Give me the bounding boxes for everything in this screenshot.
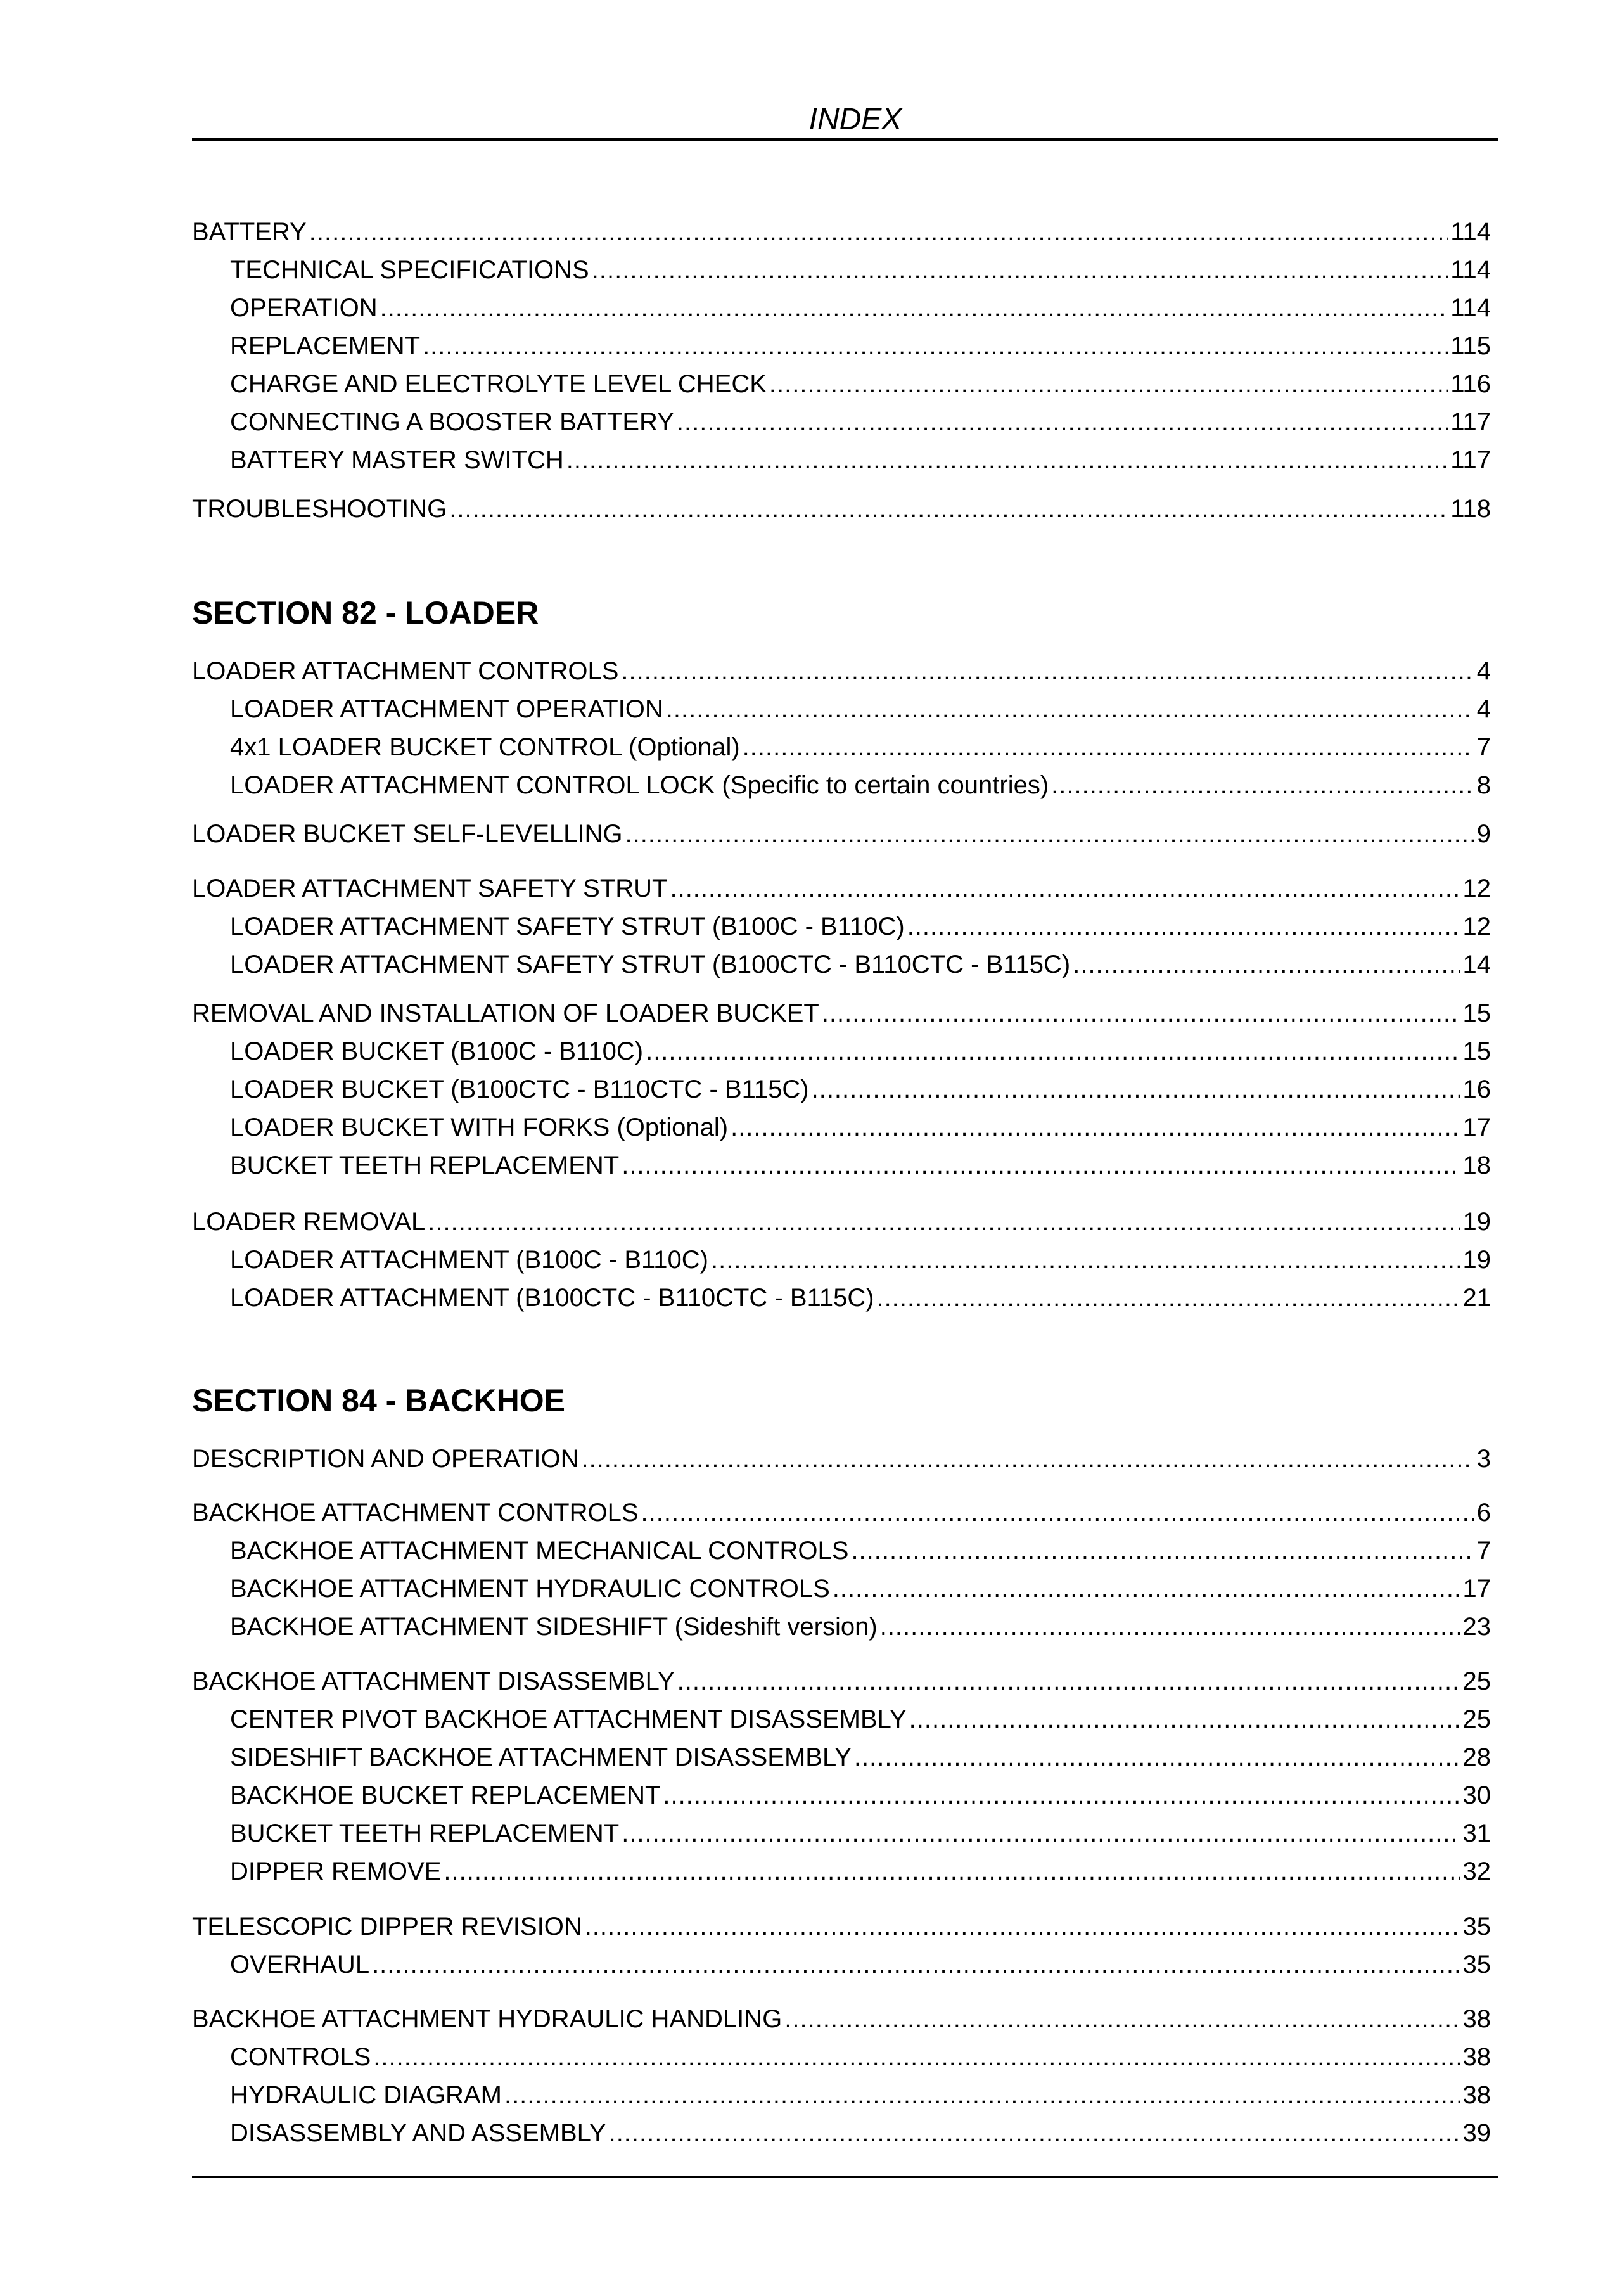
toc-leader: [444, 1856, 1460, 1887]
toc-entry-page: 117: [1450, 446, 1491, 474]
toc-entry[interactable]: [230, 1856, 1491, 1887]
toc-entry-page: 38: [1462, 2043, 1491, 2071]
toc-leader: [449, 494, 1448, 524]
toc-entry-title: LOADER ATTACHMENT SAFETY STRUT (B100CTC - B110CTC - B115C): [230, 951, 1071, 978]
toc-leader: [622, 1818, 1460, 1849]
toc-leader: [373, 2042, 1460, 2072]
toc-leader: [641, 1498, 1474, 1528]
toc-leader: [677, 407, 1448, 437]
toc-entry-title: BACKHOE ATTACHMENT DISASSEMBLY: [192, 1667, 675, 1695]
toc-leader: [1051, 770, 1474, 800]
toc-entry-page: 118: [1450, 495, 1491, 523]
toc-entry-page: 35: [1462, 1951, 1491, 1979]
toc-entry-title: LOADER ATTACHMENT (B100C - B110C): [230, 1246, 708, 1274]
toc-entry[interactable]: [192, 656, 1491, 686]
toc-entry-title: BACKHOE BUCKET REPLACEMENT: [230, 1781, 661, 1809]
toc-leader: [822, 998, 1460, 1029]
toc-leader: [309, 217, 1448, 247]
toc-entry[interactable]: [230, 1780, 1491, 1811]
toc-leader: [585, 1911, 1460, 1942]
toc-entry[interactable]: [230, 1818, 1491, 1849]
toc-entry-title: LOADER ATTACHMENT (B100CTC - B110CTC - B115C): [230, 1284, 874, 1312]
toc-leader: [880, 1612, 1460, 1642]
toc-entry-page: 4: [1476, 657, 1491, 685]
toc-entry-title: OVERHAUL: [230, 1951, 370, 1979]
toc-entry[interactable]: [230, 1036, 1491, 1067]
toc-entry-page: 28: [1462, 1743, 1491, 1771]
toc-entry-page: 21: [1462, 1284, 1491, 1312]
toc-entry[interactable]: [230, 2042, 1491, 2072]
toc-entry[interactable]: [192, 1911, 1491, 1942]
toc-entry[interactable]: [230, 770, 1491, 800]
toc-entry[interactable]: [192, 2004, 1491, 2034]
toc-entry-title: LOADER ATTACHMENT SAFETY STRUT (B100C - B110C): [230, 913, 905, 940]
toc-entry-title: LOADER BUCKET SELF-LEVELLING: [192, 820, 623, 848]
toc-leader: [833, 1574, 1460, 1604]
toc-leader: [380, 293, 1448, 323]
toc-leader: [677, 1666, 1460, 1696]
toc-entry-title: BATTERY MASTER SWITCH: [230, 446, 564, 474]
toc-entry[interactable]: [192, 1498, 1491, 1528]
toc-leader: [428, 1207, 1460, 1237]
toc-entry-title: BACKHOE ATTACHMENT CONTROLS: [192, 1499, 639, 1527]
toc-entry[interactable]: [230, 1612, 1491, 1642]
toc-entry-page: 117: [1450, 408, 1491, 436]
toc-entry-title: LOADER ATTACHMENT SAFETY STRUT: [192, 875, 668, 902]
toc-entry-page: 25: [1462, 1667, 1491, 1695]
toc-entry-title: OPERATION: [230, 294, 378, 322]
toc-entry-page: 25: [1462, 1705, 1491, 1733]
toc-leader: [769, 369, 1448, 399]
toc-entry[interactable]: [230, 445, 1491, 475]
toc-entry-title: BUCKET TEETH REPLACEMENT: [230, 1819, 620, 1847]
toc-leader: [625, 819, 1474, 849]
toc-leader: [743, 732, 1474, 762]
toc-entry-page: 23: [1462, 1613, 1491, 1641]
toc-entry[interactable]: [230, 331, 1491, 361]
toc-entry-page: 35: [1462, 1913, 1491, 1940]
toc-entry-page: 8: [1476, 771, 1491, 799]
toc-entry-title: LOADER ATTACHMENT CONTROL LOCK (Specific to certain countries): [230, 771, 1049, 799]
toc-entry[interactable]: [230, 1074, 1491, 1105]
toc-leader: [666, 694, 1474, 724]
toc-leader: [621, 656, 1474, 686]
toc-entry-page: 38: [1462, 2081, 1491, 2109]
toc-entry-title: REPLACEMENT: [230, 332, 421, 360]
toc-entry-page: 9: [1476, 820, 1491, 848]
section-heading: SECTION 84 - BACKHOE: [192, 1383, 565, 1418]
toc-leader: [622, 1150, 1460, 1181]
toc-leader: [851, 1536, 1474, 1566]
footer-divider: [192, 2176, 1498, 2178]
toc-entry-title: LOADER BUCKET WITH FORKS (Optional): [230, 1113, 729, 1141]
toc-leader: [854, 1742, 1460, 1773]
toc-leader: [1073, 949, 1460, 980]
toc-entry[interactable]: [192, 494, 1491, 524]
toc-entry-page: 30: [1462, 1781, 1491, 1809]
toc-entry-page: 7: [1476, 733, 1491, 761]
toc-entry-title: 4x1 LOADER BUCKET CONTROL (Optional): [230, 733, 740, 761]
toc-entry[interactable]: [192, 819, 1491, 849]
toc-entry[interactable]: [230, 1574, 1491, 1604]
toc-entry-page: 19: [1462, 1246, 1491, 1274]
toc-entry-title: BUCKET TEETH REPLACEMENT: [230, 1151, 620, 1179]
toc-entry[interactable]: [230, 369, 1491, 399]
toc-leader: [504, 2080, 1460, 2110]
toc-leader: [731, 1112, 1460, 1143]
toc-entry[interactable]: [230, 1245, 1491, 1275]
toc-leader: [646, 1036, 1460, 1067]
toc-entry-title: SIDESHIFT BACKHOE ATTACHMENT DISASSEMBLY: [230, 1743, 852, 1771]
toc-entry-page: 31: [1462, 1819, 1491, 1847]
toc-entry-title: DIPPER REMOVE: [230, 1857, 442, 1885]
toc-leader: [784, 2004, 1460, 2034]
toc-entry[interactable]: [192, 1207, 1491, 1237]
toc-entry-page: 114: [1450, 256, 1491, 284]
toc-leader: [592, 255, 1448, 285]
toc-entry[interactable]: [230, 1536, 1491, 1566]
page-title: INDEX: [808, 103, 902, 136]
toc-entry-title: HYDRAULIC DIAGRAM: [230, 2081, 502, 2109]
toc-entry-page: 17: [1462, 1113, 1491, 1141]
toc-entry[interactable]: [230, 2080, 1491, 2110]
toc-entry[interactable]: [230, 407, 1491, 437]
toc-entry-page: 116: [1450, 370, 1491, 398]
toc-entry-title: CHARGE AND ELECTROLYTE LEVEL CHECK: [230, 370, 767, 398]
toc-leader: [670, 873, 1460, 904]
header-divider: [192, 138, 1498, 141]
toc-entry[interactable]: [192, 873, 1491, 904]
toc-entry-title: REMOVAL AND INSTALLATION OF LOADER BUCKET: [192, 999, 819, 1027]
toc-entry-page: 15: [1462, 999, 1491, 1027]
toc-leader: [609, 2118, 1460, 2148]
toc-entry[interactable]: [230, 1283, 1491, 1313]
toc-entry-title: LOADER REMOVAL: [192, 1208, 426, 1236]
toc-entry[interactable]: [230, 255, 1491, 285]
toc-entry-page: 6: [1476, 1499, 1491, 1527]
toc-entry-title: CONNECTING A BOOSTER BATTERY: [230, 408, 674, 436]
toc-leader: [877, 1283, 1460, 1313]
toc-entry[interactable]: [192, 217, 1491, 247]
toc-entry[interactable]: [230, 1150, 1491, 1181]
toc-entry-title: BACKHOE ATTACHMENT SIDESHIFT (Sideshift version): [230, 1613, 878, 1641]
toc-entry-title: DESCRIPTION AND OPERATION: [192, 1445, 579, 1473]
toc-entry-page: 19: [1462, 1208, 1491, 1236]
toc-leader: [909, 1704, 1460, 1735]
toc-entry-page: 14: [1462, 951, 1491, 978]
toc-entry[interactable]: [192, 1444, 1491, 1474]
toc-entry-page: 3: [1476, 1445, 1491, 1473]
toc-entry-title: TECHNICAL SPECIFICATIONS: [230, 256, 589, 284]
toc-entry-page: 17: [1462, 1575, 1491, 1603]
section-heading: SECTION 82 - LOADER: [192, 595, 539, 631]
toc-entry[interactable]: [230, 293, 1491, 323]
toc-entry-page: 114: [1450, 218, 1491, 246]
toc-entry-title: BACKHOE ATTACHMENT HYDRAULIC HANDLING: [192, 2005, 782, 2033]
toc-entry-title: CENTER PIVOT BACKHOE ATTACHMENT DISASSEMBLY: [230, 1705, 907, 1733]
toc-entry[interactable]: [230, 1704, 1491, 1735]
toc-leader: [907, 911, 1460, 942]
toc-leader: [566, 445, 1448, 475]
toc-leader: [372, 1949, 1460, 1980]
toc-entry-title: CONTROLS: [230, 2043, 371, 2071]
toc-entry-title: LOADER BUCKET (B100C - B110C): [230, 1037, 644, 1065]
toc-leader: [423, 331, 1448, 361]
toc-entry-page: 7: [1476, 1537, 1491, 1565]
toc-entry-page: 15: [1462, 1037, 1491, 1065]
toc-entry[interactable]: [192, 1666, 1491, 1696]
toc-entry[interactable]: [230, 2118, 1491, 2148]
toc-leader: [581, 1444, 1474, 1474]
toc-leader: [663, 1780, 1460, 1811]
toc-entry[interactable]: [230, 732, 1491, 762]
toc-leader: [812, 1074, 1460, 1105]
toc-entry-title: LOADER ATTACHMENT OPERATION: [230, 695, 663, 723]
toc-entry[interactable]: [230, 1949, 1491, 1980]
toc-entry-page: 115: [1450, 332, 1491, 360]
toc-entry-page: 114: [1450, 294, 1491, 322]
toc-entry-page: 16: [1462, 1075, 1491, 1103]
toc-entry[interactable]: [230, 911, 1491, 942]
toc-entry-title: TROUBLESHOOTING: [192, 495, 447, 523]
toc-entry-title: BACKHOE ATTACHMENT HYDRAULIC CONTROLS: [230, 1575, 830, 1603]
toc-entry[interactable]: [230, 694, 1491, 724]
toc-entry-title: LOADER ATTACHMENT CONTROLS: [192, 657, 619, 685]
toc-entry[interactable]: [230, 1742, 1491, 1773]
toc-entry[interactable]: [192, 998, 1491, 1029]
toc-entry-title: LOADER BUCKET (B100CTC - B110CTC - B115C): [230, 1075, 809, 1103]
toc-entry[interactable]: [230, 949, 1491, 980]
toc-entry-title: BATTERY: [192, 218, 307, 246]
toc-entry-page: 39: [1462, 2119, 1491, 2147]
toc-entry-title: DISASSEMBLY AND ASSEMBLY: [230, 2119, 606, 2147]
toc-entry-page: 38: [1462, 2005, 1491, 2033]
toc-entry-title: BACKHOE ATTACHMENT MECHANICAL CONTROLS: [230, 1537, 849, 1565]
toc-entry-page: 32: [1462, 1857, 1491, 1885]
toc-entry-page: 12: [1462, 913, 1491, 940]
toc-entry[interactable]: [230, 1112, 1491, 1143]
toc-leader: [711, 1245, 1460, 1275]
toc-entry-title: TELESCOPIC DIPPER REVISION: [192, 1913, 582, 1940]
toc-entry-page: 18: [1462, 1151, 1491, 1179]
toc-entry-page: 12: [1462, 875, 1491, 902]
toc-entry-page: 4: [1476, 695, 1491, 723]
